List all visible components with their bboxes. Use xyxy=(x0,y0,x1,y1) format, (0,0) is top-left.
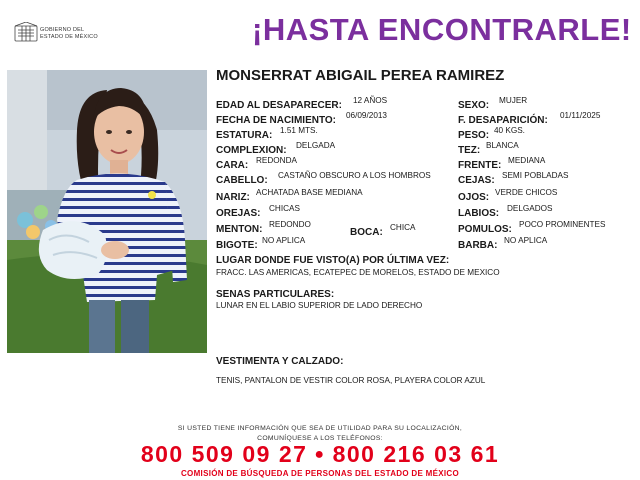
edad-label: EDAD AL DESAPARECER: xyxy=(216,100,342,111)
phone-numbers xyxy=(0,441,640,468)
menton-label: MENTON: xyxy=(216,224,263,235)
nariz-label: NARIZ: xyxy=(216,192,250,203)
complexion-label: COMPLEXION: xyxy=(216,145,287,156)
contact-info-line1: SI USTED TIENE INFORMACIÓN QUE SEA DE UTILIDAD PARA SU LOCALIZACIÓN, xyxy=(177,425,463,432)
ojos-label: OJOS: xyxy=(458,192,490,203)
sexo-value: MUJER xyxy=(499,96,528,105)
bigote-label: BIGOTE: xyxy=(216,240,258,251)
boca-value: CHICA xyxy=(390,223,416,232)
barba-row xyxy=(458,235,548,253)
logo-text xyxy=(40,27,98,40)
pomulos-value: POCO PROMINENTES xyxy=(519,220,606,229)
commission-name: COMISIÓN DE BÚSQUEDA DE PERSONAS DEL ESTADO DE MÉXICO xyxy=(180,469,459,478)
orejas-label: OREJAS: xyxy=(216,208,261,219)
desaparicion-value: 01/11/2025 xyxy=(560,111,601,120)
bigote-row xyxy=(216,235,306,253)
orejas-value: CHICAS xyxy=(269,204,300,213)
estatura-value: 1.51 MTS. xyxy=(280,126,318,135)
complexion-value: DELGADA xyxy=(296,141,336,150)
cabello-row xyxy=(216,170,431,188)
tez-label: TEZ: xyxy=(458,145,481,156)
logo-line1: GOBIERNO DEL xyxy=(40,27,85,33)
contact-info-line2: COMUNÍQUESE A LOS TELÉFONOS: xyxy=(257,435,383,442)
phone-number-2[interactable]: 800 216 03 61 xyxy=(332,441,500,467)
cara-value: REDONDA xyxy=(256,156,297,165)
barba-value: NO APLICA xyxy=(504,236,548,245)
cejas-label: CEJAS: xyxy=(458,175,495,186)
peso-label: PESO: xyxy=(458,130,490,141)
headline: ¡HASTA ENCONTRARLE! xyxy=(252,12,632,47)
marks-label: SENAS PARTICULARES: xyxy=(216,289,335,300)
nacimiento-label: FECHA DE NACIMIENTO: xyxy=(216,115,336,126)
boca-row xyxy=(350,222,416,240)
pomulos-label: POMULOS: xyxy=(458,224,512,235)
bullet-icon: ● xyxy=(314,446,326,463)
estatura-label: ESTATURA: xyxy=(216,130,273,141)
labios-value: DELGADOS xyxy=(507,204,553,213)
labios-label: LABIOS: xyxy=(458,208,500,219)
clothing-value: TENIS, PANTALON DE VESTIR COLOR ROSA, PLAYERA COLOR AZUL xyxy=(216,376,486,385)
cabello-label: CABELLO: xyxy=(216,175,268,186)
last-seen-value: FRACC. LAS AMERICAS, ECATEPEC DE MORELOS, ESTADO DE MEXICO xyxy=(216,268,500,277)
bigote-value: NO APLICA xyxy=(262,236,306,245)
cejas-row xyxy=(458,170,569,188)
tez-value: BLANCA xyxy=(486,141,519,150)
clothing-label: VESTIMENTA Y CALZADO: xyxy=(216,356,344,367)
menton-value: REDONDO xyxy=(269,220,311,229)
missing-person-photo xyxy=(7,70,207,353)
barba-label: BARBA: xyxy=(458,240,498,251)
edad-value: 12 AÑOS xyxy=(353,96,388,105)
boca-label: BOCA: xyxy=(350,227,383,238)
last-seen-label: LUGAR DONDE FUE VISTO(A) POR ÚLTIMA VEZ: xyxy=(216,255,450,266)
frente-value: MEDIANA xyxy=(508,156,546,165)
ojos-value: VERDE CHICOS xyxy=(495,188,558,197)
phone-number-1[interactable]: 800 509 09 27 xyxy=(140,441,308,467)
cara-label: CARA: xyxy=(216,160,249,171)
desaparicion-label: F. DESAPARICIÓN: xyxy=(458,115,548,126)
peso-value: 40 KGS. xyxy=(494,126,525,135)
person-name: MONSERRAT ABIGAIL PEREA RAMIREZ xyxy=(216,67,505,84)
sexo-label: SEXO: xyxy=(458,100,490,111)
marks-value: LUNAR EN EL LABIO SUPERIOR DE LADO DERECHO xyxy=(216,301,423,310)
nariz-value: ACHATADA BASE MEDIANA xyxy=(256,188,363,197)
logo-line2: ESTADO DE MÉXICO xyxy=(40,33,98,40)
cejas-value: SEMI POBLADAS xyxy=(502,171,569,180)
cabello-value: CASTAÑO OBSCURO A LOS HOMBROS xyxy=(278,171,431,180)
nacimiento-value: 06/09/2013 xyxy=(346,111,387,120)
frente-label: FRENTE: xyxy=(458,160,502,171)
